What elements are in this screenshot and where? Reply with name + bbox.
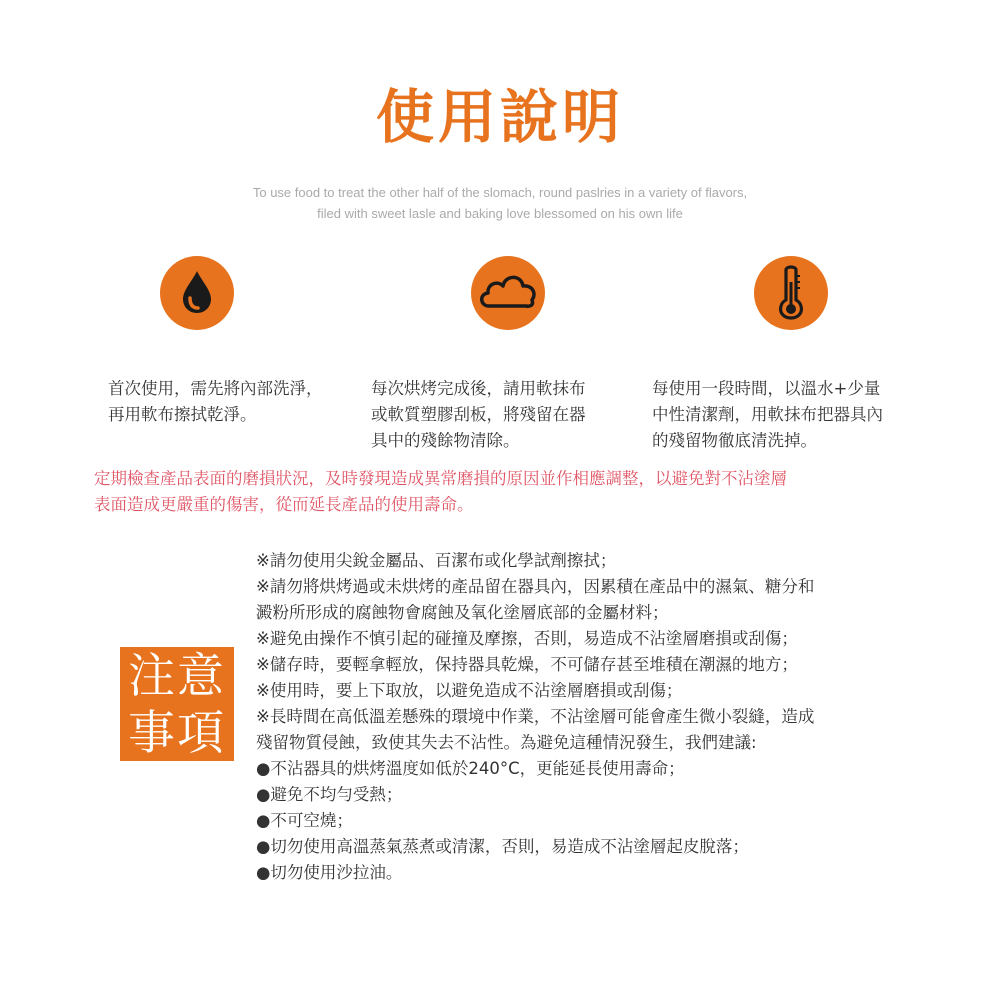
instruction-line: 具中的殘餘物清除。 <box>371 431 520 450</box>
cloud-icon <box>471 256 545 330</box>
instruction-line: 或軟質塑膠刮板，將殘留在器 <box>371 405 586 424</box>
note-line: ●切勿使用高溫蒸氣蒸煮或清潔，否則，易造成不沾塗層起皮脫落； <box>256 837 749 856</box>
instruction-line: 的殘留物徹底清洗掉。 <box>652 431 817 450</box>
instruction-periodic-clean <box>652 376 883 454</box>
note-line: ●不可空燒； <box>256 811 353 830</box>
caution-badge <box>120 647 234 761</box>
instruction-line: 每使用一段時間，以溫水+少量 <box>652 379 881 398</box>
note-line: 殘留物質侵蝕，致使其失去不沾性。為避免這種情況發生，我們建議: <box>256 733 757 752</box>
note-line: ※請勿將烘烤過或未烘烤的產品留在器具內，因累積在產品中的濕氣、糖分和 <box>256 577 815 596</box>
subtitle-line: To use food to treat the other half of the slomach, round paslries in a variety of flavors, <box>252 185 748 200</box>
inspection-warning <box>94 466 934 518</box>
badge-line: 事項 <box>128 706 226 761</box>
note-line: ●切勿使用沙拉油。 <box>256 863 403 882</box>
instruction-first-use <box>108 376 323 428</box>
note-line: 澱粉所形成的腐蝕物會腐蝕及氧化塗層底部的金屬材料； <box>256 603 669 622</box>
warning-line: 表面造成更嚴重的傷害，從而延長產品的使用壽命。 <box>94 495 474 514</box>
subtitle-line: filed with sweet lasle and baking love blessomed on his own life <box>317 206 683 221</box>
note-line: ※儲存時，要輕拿輕放，保持器具乾燥，不可儲存甚至堆積在潮濕的地方； <box>256 655 798 674</box>
note-line: ●避免不均勻受熱； <box>256 785 403 804</box>
page-title: 使用說明 <box>375 83 624 151</box>
instruction-after-baking <box>371 376 586 454</box>
instruction-line: 首次使用，需先將內部洗淨， <box>108 379 323 398</box>
note-line: ※請勿使用尖銳金屬品、百潔布或化學試劑擦拭； <box>256 551 617 570</box>
instruction-line: 再用軟布擦拭乾淨。 <box>108 405 257 424</box>
note-line: ●不沾器具的烘烤溫度如低於240°C，更能延長使用壽命； <box>256 759 685 778</box>
thermometer-icon <box>754 256 828 330</box>
water-drop-icon <box>160 256 234 330</box>
subtitle <box>0 182 1000 224</box>
badge-line: 注意 <box>128 649 226 704</box>
note-line: ※使用時，要上下取放，以避免造成不沾塗層磨損或刮傷； <box>256 681 683 700</box>
note-line: ※長時間在高低溫差懸殊的環境中作業，不沾塗層可能會產生微小裂縫，造成 <box>256 707 815 726</box>
caution-notes <box>256 548 814 886</box>
note-line: ※避免由操作不慎引起的碰撞及摩擦，否則，易造成不沾塗層磨損或刮傷； <box>256 629 798 648</box>
instruction-line: 每次烘烤完成後，請用軟抹布 <box>371 379 586 398</box>
warning-line: 定期檢查產品表面的磨損狀況，及時發現造成異常磨損的原因並作相應調整，以避免對不沾塗層 <box>94 469 787 488</box>
instruction-line: 中性清潔劑，用軟抹布把器具內 <box>652 405 883 424</box>
